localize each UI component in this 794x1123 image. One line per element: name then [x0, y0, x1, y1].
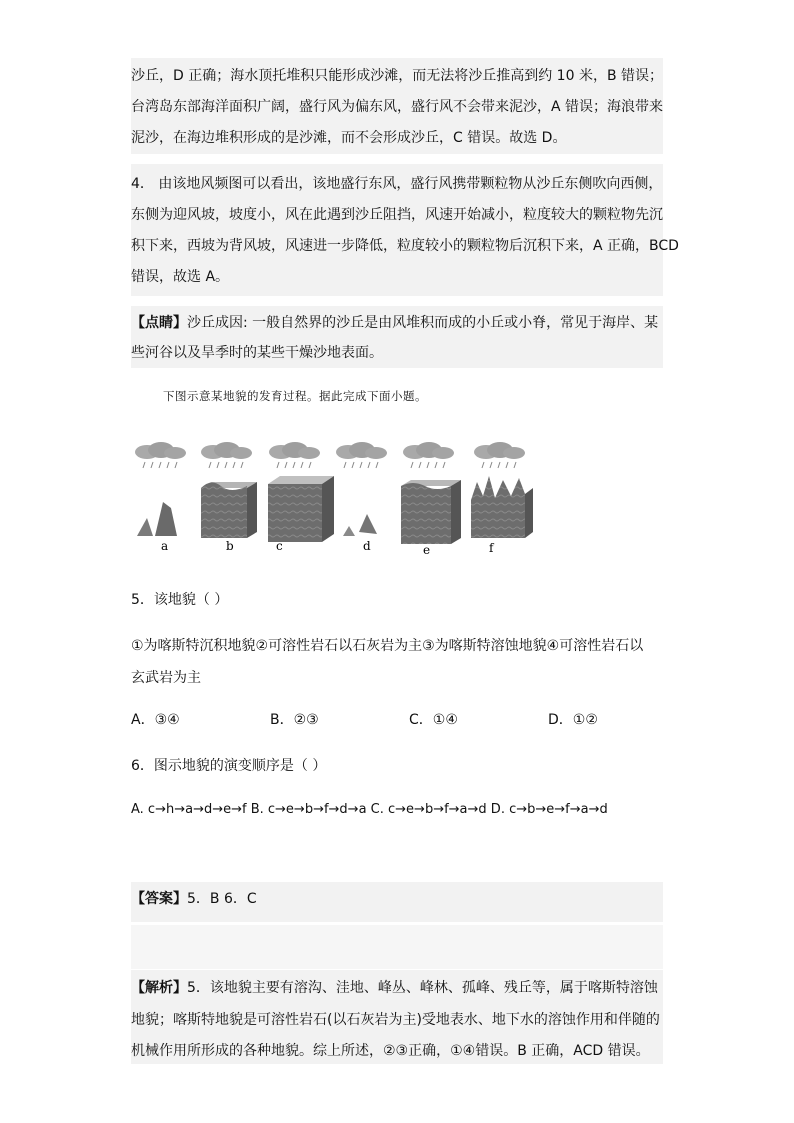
q5-stem: 5．该地貌（ ）	[131, 592, 229, 608]
label-c: c	[276, 539, 283, 553]
q5-option-d: D．①②	[548, 712, 598, 728]
answer-line	[131, 889, 257, 909]
note-line-1: 【点睛】沙丘成因: 一般自然界的沙丘是由风堆积而成的小丘或小脊，常见于海岸、某	[131, 315, 659, 331]
stage-d-small-hills	[343, 514, 377, 536]
analysis-tag: 【解析】	[131, 980, 187, 996]
label-d: d	[363, 539, 371, 553]
stage-c-block	[268, 476, 334, 542]
rain-cloud-icon	[269, 442, 320, 468]
p4-line-1: 4． 由该地风频图可以看出，该地盛行东风，盛行风携带颗粒物从沙丘东侧吹向西侧，	[131, 176, 663, 192]
karst-evolution-figure	[131, 436, 551, 558]
answer-tag: 【答案】	[131, 891, 187, 907]
q5-option-a: A．③④	[131, 712, 180, 728]
rain-cloud-icon	[403, 442, 454, 468]
p3-line-3: 泥沙，在海边堆积形成的是沙滩，而不会形成沙丘，C 错误。故选 D。	[131, 130, 567, 146]
rain-cloud-icon	[474, 442, 525, 468]
p3-line-2: 台湾岛东部海洋面积广阔，盛行风为偏东风，盛行风不会带来泥沙，A 错误；海浪带来	[131, 99, 664, 115]
label-f: f	[489, 541, 494, 555]
p3-line-1: 沙丘，D 正确；海水顶托堆积只能形成沙滩，而无法将沙丘推高到约 10 米，B 错误；	[131, 68, 663, 84]
q6-options: A. c→h→a→d→e→f B. c→e→b→f→d→a C. c→e→b→f→a→d D. c→b→e→f→a→d	[131, 802, 608, 817]
rain-cloud-icon	[135, 442, 186, 468]
p4-line-4: 错误，故选 A。	[131, 269, 230, 285]
rain-cloud-icon	[336, 442, 387, 468]
q5-line-2: 玄武岩为主	[131, 670, 201, 686]
q5-option-b: B．②③	[270, 712, 319, 728]
label-b: b	[226, 539, 234, 553]
note-tag: 【点睛】	[131, 315, 187, 331]
stage-e-block	[401, 480, 461, 544]
label-a: a	[161, 539, 169, 553]
p4-line-3: 积下来，西坡为背风坡，风速进一步降低，粒度较小的颗粒物后沉积下来，A 正确，BCD	[131, 238, 679, 254]
analysis-line-2: 地貌；喀斯特地貌是可溶性岩石(以石灰岩为主)受地表水、地下水的溶蚀作用和伴随的	[131, 1012, 660, 1028]
answer-text: 5．B 6．C	[187, 891, 257, 907]
rain-cloud-icon	[201, 442, 252, 468]
q6-stem: 6．图示地貌的演变顺序是（ ）	[131, 758, 327, 774]
stage-f-peak-forest	[471, 476, 533, 538]
analysis-line-1: 【解析】5．该地貌主要有溶沟、洼地、峰丛、峰林、孤峰、残丘等，属于喀斯特溶蚀	[131, 980, 658, 996]
q5-line-1: ①为喀斯特沉积地貌②可溶性岩石以石灰岩为主③为喀斯特溶蚀地貌④可溶性岩石以	[131, 638, 644, 654]
p4-line-2: 东侧为迎风坡，坡度小，风在此遇到沙丘阻挡，风速开始减小，粒度较大的颗粒物先沉	[131, 207, 663, 223]
stage-b-block	[201, 482, 257, 538]
note-line-2: 些河谷以及旱季时的某些干燥沙地表面。	[131, 345, 383, 361]
blank-block	[131, 925, 663, 969]
analysis-line-3: 机械作用所形成的各种地貌。综上所述，②③正确，①④错误。B 正确，ACD 错误。	[131, 1043, 650, 1059]
stage-a-residual-hills	[137, 502, 177, 536]
figure-caption: 下图示意某地貌的发育过程。据此完成下面小题。	[163, 389, 427, 403]
label-e: e	[423, 543, 431, 557]
q5-option-c: C．①④	[409, 712, 458, 728]
